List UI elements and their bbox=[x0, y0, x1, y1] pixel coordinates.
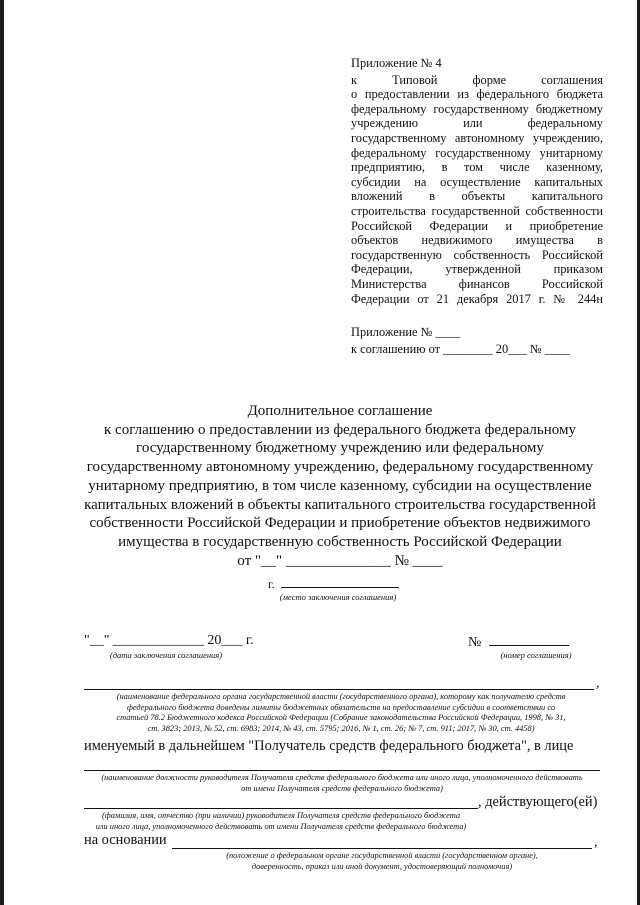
annex-header bbox=[351, 56, 603, 306]
annex-line: объектов недвижимого имущества в bbox=[351, 233, 603, 248]
number-caption: (номер соглашения) bbox=[500, 650, 572, 660]
annex2-title: Приложение № ____ bbox=[351, 325, 461, 339]
agreement-number bbox=[468, 633, 569, 651]
annex-line: федеральному государственному унитарному bbox=[351, 145, 603, 160]
annex-line: Федерации от 21 декабря 2017 г. № 244н bbox=[351, 291, 603, 306]
head-name-caption: (фамилия, имя, отчество (при наличии) руководителя Получателя средств федерального бюджета или иного лица, уполномоченного действовать от имени Получателя средств федерального бюджета) bbox=[95, 811, 467, 831]
named-recipient-line: именуемый в дальнейшем "Получатель средств федерального бюджета", в лице bbox=[84, 738, 574, 754]
title-line: от "__" ______________ № ____ bbox=[237, 552, 443, 569]
title-line: государственному автономному учреждению, федеральному государственному bbox=[86, 459, 594, 476]
basis-field[interactable] bbox=[172, 848, 592, 849]
annex2-ref: к соглашению от ________ 20___ № ____ bbox=[351, 342, 570, 356]
annex-line: государственную собственность Российской bbox=[351, 247, 603, 262]
annex-line: субсидии на осуществление капитальных bbox=[351, 174, 603, 189]
place-caption: (место заключения соглашения) bbox=[279, 592, 397, 602]
date-caption: (дата заключения соглашения) bbox=[109, 650, 223, 660]
number-sign: № bbox=[468, 635, 482, 650]
title-line: к соглашению о предоставлении из федерального бюджета федеральному bbox=[104, 421, 576, 438]
conclusion-date[interactable]: "__" _____________ 20___ г. bbox=[84, 633, 254, 648]
annex-line: о предоставлении из федерального бюджета bbox=[351, 87, 603, 102]
annex-title: Приложение № 4 bbox=[351, 56, 442, 70]
annex-line: государственному автономному учреждению, bbox=[351, 130, 603, 145]
annex-line: учреждению или федеральному bbox=[351, 116, 603, 131]
head-position-field[interactable] bbox=[84, 770, 600, 771]
annex-line: федеральному государственному бюджетному bbox=[351, 101, 603, 116]
annex-line: Федерации, утвержденной приказом bbox=[351, 262, 603, 277]
place-field[interactable] bbox=[281, 576, 399, 588]
acting-label: , действующего(ей) bbox=[478, 794, 598, 810]
recipient-comma: , bbox=[596, 676, 600, 691]
annex-line: Министерства финансов Российской bbox=[351, 276, 603, 291]
recipient-caption: (наименование федерального органа государственной власти (государственного органа), которому как получателю средств федерального бюджета доведены лимиты бюджетных обязательств на предоставление субсидии в соответствии со статьей 78.2 Бюджетного кодекса Российской Федерации (Собрание законодательства Российской Федерации, 1998, № 31, ст. 3823; 2013, № 52, ст. 6983; 2014, № 43, ст. 5795; 2016, № 1, ст. 26; № 7, ст. 911; 2017, № 30, ст. 4458) bbox=[116, 692, 566, 733]
title-line: государственному бюджетному учреждению или федеральному bbox=[136, 440, 544, 457]
annex-line: строительства государственной собственности bbox=[351, 203, 603, 218]
basis-caption: (положение о федеральном органе государственной власти (государственном органе), доверенность, приказ или иной документ, удостоверяющий полномочия) bbox=[226, 851, 538, 871]
place-of-conclusion bbox=[268, 576, 408, 602]
title-line: собственности Российской Федерации и приобретение объектов недвижимого bbox=[89, 515, 591, 532]
annex-line: Российской Федерации и приобретение bbox=[351, 218, 603, 233]
title-line: капитальных вложений в объекты капитального строительства государственной bbox=[84, 496, 596, 513]
title-line: имущества в государственную собственность Российской Федерации bbox=[118, 533, 562, 550]
title-line: унитарному предприятию, в том числе казенному, субсидии на осуществление bbox=[88, 477, 592, 494]
recipient-name-field[interactable] bbox=[84, 689, 594, 690]
title-line: Дополнительное соглашение bbox=[247, 403, 433, 419]
head-name-field[interactable] bbox=[84, 808, 478, 809]
annex-line: к Типовой форме соглашения bbox=[351, 72, 603, 87]
scan-edge-left bbox=[0, 0, 4, 905]
basis-comma: , bbox=[594, 835, 598, 850]
basis-label: на основании bbox=[84, 832, 167, 848]
annex-line: предприятию, в том числе казенному, bbox=[351, 160, 603, 175]
number-field[interactable] bbox=[489, 633, 569, 646]
annex-agreement-ref bbox=[351, 324, 591, 358]
head-position-caption: (наименование должности руководителя Получателя средств федерального бюджета или иного лица, уполномоченного действовать от имени Получателя средств федерального бюджета) bbox=[101, 773, 583, 793]
annex-line: вложений в объекты капитального bbox=[351, 189, 603, 204]
document-title bbox=[80, 402, 600, 570]
place-prefix: г. bbox=[268, 577, 275, 591]
